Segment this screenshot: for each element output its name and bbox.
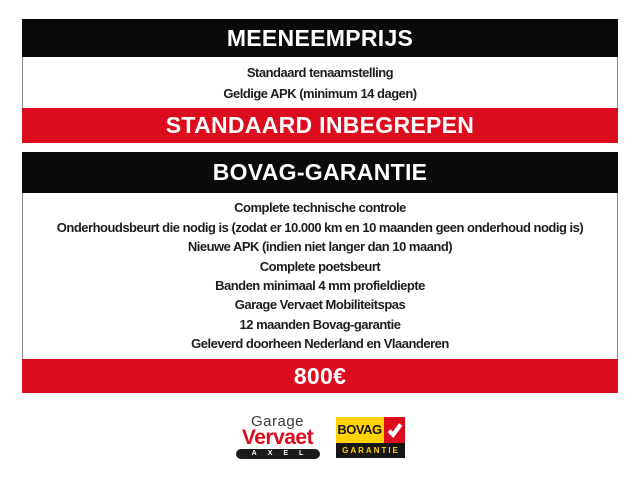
checkmark-icon: [384, 417, 405, 443]
meeneemprijs-item: Standaard tenaamstelling: [246, 64, 394, 80]
price-value: 800€: [293, 362, 347, 389]
vervaet-logo-axel-badge: AXEL: [236, 449, 320, 459]
meeneemprijs-card: [22, 19, 618, 143]
standaard-inbegrepen-bar: [22, 108, 618, 143]
bovag-garantie-header-bar: [22, 152, 618, 193]
bovag-logo-garantie-text: GARANTIE: [336, 443, 405, 458]
bovag-garantie-body: [22, 193, 618, 359]
bovag-logo-top-row: [336, 417, 405, 443]
logos-row: [22, 415, 618, 459]
bovag-garantie-title: BOVAG-GARANTIE: [212, 159, 428, 185]
standaard-inbegrepen-label: STANDAARD INBEGREPEN: [165, 112, 475, 138]
card-divider: [22, 143, 618, 152]
bovag-logo-name: BOVAG: [336, 417, 384, 443]
garantie-item: 12 maanden Bovag-garantie: [239, 316, 401, 332]
garantie-item: Banden minimaal 4 mm profieldiepte: [215, 278, 425, 293]
garantie-item: Geleverd doorheen Nederland en Vlaanderen: [191, 336, 449, 352]
garantie-item: Garage Vervaet Mobiliteitspas: [234, 297, 406, 313]
garage-vervaet-logo: [236, 415, 320, 459]
garantie-item: Onderhoudsbeurt die nodig is (zodat er 10.000 km en 10 maanden geen onderhoud nodig is): [56, 219, 584, 235]
meeneemprijs-header-bar: [22, 19, 618, 57]
meeneemprijs-title: MEENEEMPRIJS: [226, 24, 414, 51]
garantie-item: Nieuwe APK (indien niet langer dan 10 maand): [187, 239, 453, 255]
garantie-item: Complete technische controle: [234, 200, 406, 216]
vervaet-logo-garage-text: Garage: [250, 413, 305, 430]
meeneemprijs-item: Geldige APK (minimum 14 dagen): [223, 85, 417, 101]
meeneemprijs-body: [22, 57, 618, 108]
bovag-garantie-card: [22, 152, 618, 393]
garantie-item: Complete poetsbeurt: [259, 258, 381, 274]
price-info-poster: [22, 0, 618, 459]
vervaet-logo-name-text: Vervaet: [241, 426, 314, 449]
bovag-garantie-logo: [336, 417, 405, 458]
price-bar: [22, 359, 618, 393]
